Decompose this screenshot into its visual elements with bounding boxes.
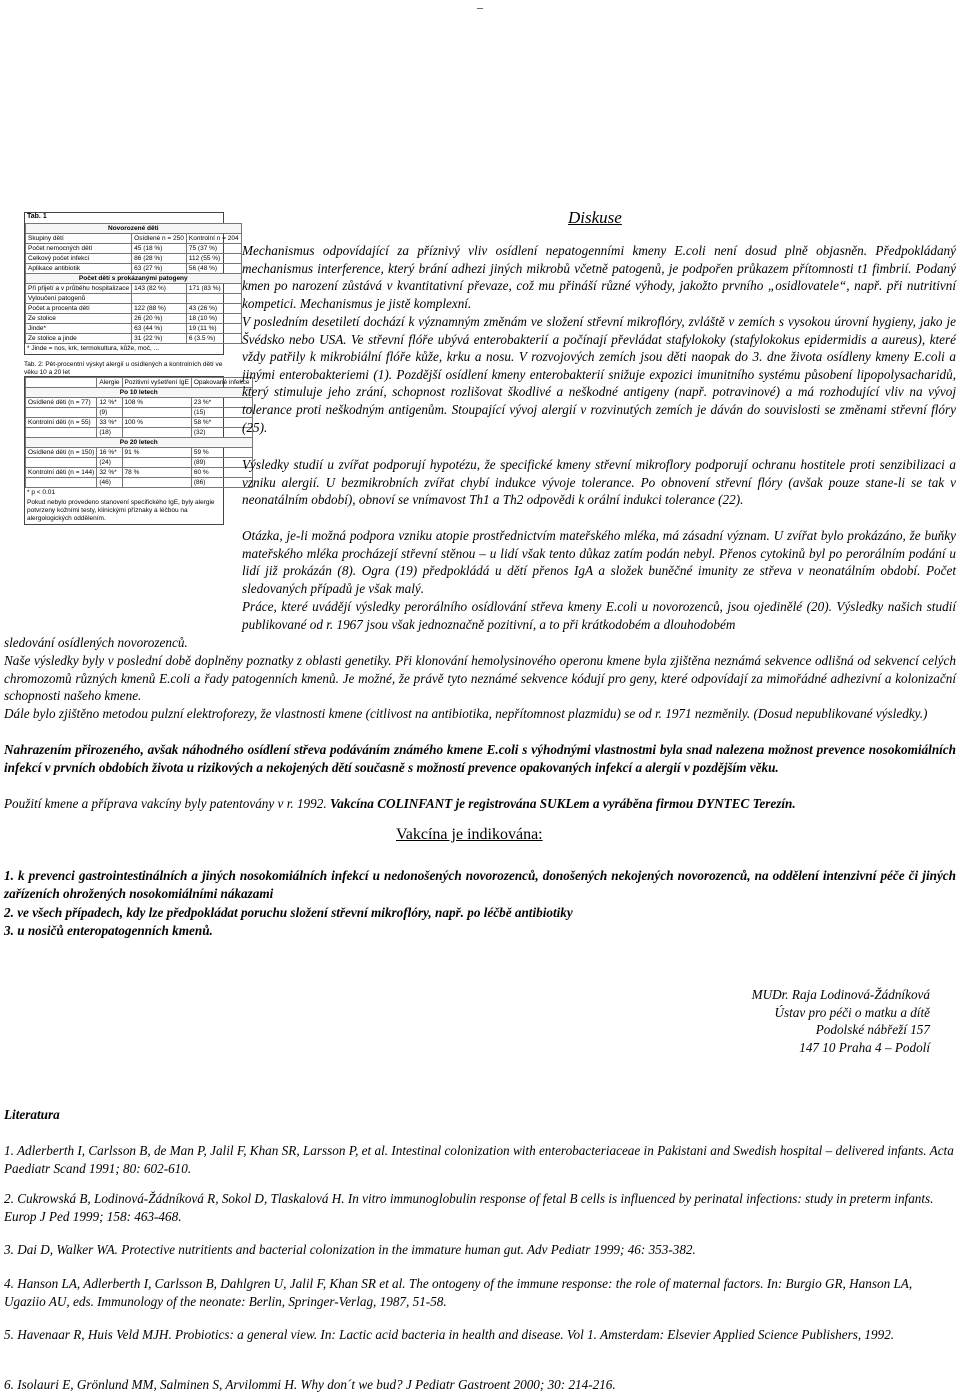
indication-item: 2. ve všech případech, kdy lze předpokládat poruchu složení střevní mikroflóry, např. po léčbě antibiotiky [4,905,573,920]
table-1-label: Tab. 1 [27,213,47,220]
table-cell: 26 (20 %) [132,314,187,324]
table-cell: 6 (3.5 %) [186,334,241,344]
discussion-paragraph: Naše výsledky byly v poslední době doplněny poznatky z oblasti genetiky. Při klonování hemolysinového operonu kmene byla zjištěna neznámá sekvence odlišná od sekvencí celých chromozomů různých kmenů E.coli a řady patogenních kmenů. Je možné, že právě tyto neznámé sekvence kódují pro geny, které odpovídají za mimořádné adhezivní a kolonizační schopnosti našeho kmene. [4,653,956,704]
table-cell: 45 (18 %) [132,244,187,254]
tables-figure [24,212,250,622]
table-cell: Osídlené děti (n = 150) [26,448,97,458]
table-cell: Vyloučení patogenů [26,294,132,304]
table-cell: 63 (44 %) [132,324,187,334]
table-cell: (32) [191,428,252,438]
table-cell: Po 20 letech [26,438,253,448]
author-address [752,986,930,1056]
table-1-footnote: * Jinde = nos, krk, termokultura, kůže, moč, ... [27,345,160,352]
discussion-paragraph: Výsledky studií u zvířat podporují hypotézu, že specifické kmeny střevní mikroflory podporují ochranu hostitele proti senzibilizaci a vzniku alergií. U bezmikrobních zvířat chybí indukce vývoje tolerance. Po obnovení střevní flóry (avšak pouze stane-li se tak v neonatálním období), obnoví se vnímavost Th1 a Th2 odpovědi k orální indukci tolerance (22). [242,457,956,508]
table-cell: 23 %* [191,398,252,408]
table-header: Alergie [97,378,122,388]
discussion-paragraph-bold: Nahrazením přirozeného, avšak náhodného osídlení střeva podáváním známého kmene E.coli s výhodnými vlastnostmi byla snad nalezena možnost prevence nosokomiálních infekcí v prvních obdobích života u rizikových a nekojených dětí současně s možností prevence opakovaných infekcí a alergií v pozdějším věku. [4,742,956,775]
table-cell [122,478,191,488]
table-cell: 12 %* [97,398,122,408]
table-cell: 32 %* [97,468,122,478]
author-name: MUDr. Raja Lodinová-Žádníková [751,987,930,1002]
table-cell: (86) [191,478,252,488]
discussion-paragraph: Práce, které uvádějí výsledky perorálního osídlování střeva kmeny E.coli u novorozenců, jsou ojedinělé (20). Výsledky našich studií publikované od r. 1967 jsou však jednoznačně pozitivní, a to při krátkodobém a dlouhodobém [242,599,956,632]
table-cell: 143 (82 %) [132,284,187,294]
table-cell [132,294,187,304]
table-cell: Novorozené děti [26,224,242,234]
discussion-paragraph: V posledním desetiletí dochází k významným změnám ve složení střevní mikroflóry, zvláště v zemích s vysokou úrovní hygieny, jako je Švédsko nebo USA. Ve střevní flóře ubývá enterobakterií a počínají převládat stafylokoky (stafylokokus epidermidis a aureus), které vždy patřily k mikrobiální flóře kůže, krku a nosu. V rozvojových zemích jsou děti naopak do 3. dne života osídleny kmeny E.coli a jinými enterobakteriemi (1). Pozdější osídlení kmeny enterobakterií snižuje expozici imunitního systému působení lipopolysacharidů, který stimuluje jeho zrání, schopnost rozlišovat škodlivé a neškodné antigeny (např. potravinové) a má rozhodující vliv na vývoj tolerance proti neškodným antigenům. Stoupající vývoj alergií v rozvinutých zemích je dáván do souvislosti se změnami střevní flóry (25). [242,314,956,435]
table-cell: 63 (27 %) [132,264,187,274]
table-cell [186,294,241,304]
table-cell: Počet dětí s prokázanými patogeny [26,274,242,284]
discussion-paragraph: sledování osídlených novorozenců. [4,635,188,650]
table-cell: 122 (88 %) [132,304,187,314]
patent-text: Použití kmene a příprava vakcíny byly patentovány v r. 1992. [4,796,330,811]
registration-text: Vakcína COLINFANT je registrována SUKLem a vyráběna firmou DYNTEC Terezín. [329,796,796,811]
table-cell: Kontrolní děti (n = 144) [26,468,97,478]
author-institution: Ústav pro péči o matku a dítě [774,1004,930,1020]
discussion-paragraph: Otázka, je-li možná podpora vzniku atopie prostřednictvím mateřského mléka, má zásadní význam. U zvířat bylo prokázáno, že buňky mateřského mléka procházejí střevní stěnou – u lidí však tento důkaz zatím podán nebyl. Přenos cytokinů byl po perorálním podání u lidí již prokázán (8). Ogra (19) předpokládá u dětí přenos IgA a složek buněčné imunity ze střeva v neonatálním období. Počet sledovaných případů je však malý. [242,528,956,596]
table-cell [26,428,97,438]
reference-item: 4. Hanson LA, Adlerberth I, Carlsson B, Dahlgren U, Jalil F, Khan SR et al. The ontogeny of the immune response: the role of maternal factors. In: Burgio GR, Hanson LA, Ugaziio AU, eds. Immunology of the neonate: Berlin, Springer-Verlag, 1987, 51-58. [4,1276,913,1309]
table-2 [24,376,250,525]
table-2-pvalue: * p < 0.01 [27,489,56,496]
table-cell: 16 %* [97,448,122,458]
table-cell: Osídlené n = 250 [132,234,187,244]
table-cell: Počet nemocných dětí [26,244,132,254]
table-cell: 78 % [122,468,191,478]
table-cell: Po 10 letech [26,388,253,398]
table-cell [26,408,97,418]
table-2-caption: Tab. 2: Pět-procentní výskyt alergií u osídlených a kontrolních dětí ve věku 10 a 20 let [24,361,223,376]
table-cell: Ze stolice [26,314,132,324]
table-cell: 60 % [191,468,252,478]
table-cell: Aplikace antibiotik [26,264,132,274]
table-cell: Kontrolní děti (n = 55) [26,418,97,428]
table-1-grid [25,223,242,344]
table-cell [122,428,191,438]
table-cell [122,458,191,468]
table-cell: 171 (83 %) [186,284,241,294]
table-cell: 33 %* [97,418,122,428]
reference-item: 6. Isolauri E, Grönlund MM, Salminen S, Arvilommi H. Why don´t we bud? J Pediatr Gastroent 2000; 30: 214-216. [4,1377,616,1392]
discussion-paragraph [4,795,956,813]
table-cell: Ze stolice a jinde [26,334,132,344]
table-cell: (89) [191,458,252,468]
table-cell: Kontrolní n = 204 [186,234,241,244]
table-cell: (18) [97,428,122,438]
table-cell: 31 (22 %) [132,334,187,344]
table-cell [26,478,97,488]
reference-item: 2. Cukrowská B, Lodinová-Žádníková R, Sokol D, Tlaskalová H. In vitro immunoglobulin response of fetal B cells is influenced by perinatal infections: study in preterm infants. Europ J Ped 1999; 158: 463-468. [4,1191,934,1224]
table-1 [24,212,239,355]
table-cell: 19 (11 %) [186,324,241,334]
table-cell: Při přijetí a v průběhu hospitalizace [26,284,132,294]
table-2-note: Pokud nebylo provedeno stanovení specifického IgE, byly alergie potvrzeny kožními testy, klinickými příznaky a léčbou na alergologických oddělením. [27,499,215,522]
table-cell: 58 %* [191,418,252,428]
table-cell: Skupiny dětí [26,234,132,244]
literature-heading: Literatura [4,1107,60,1122]
table-cell: Jinde* [26,324,132,334]
reference-item: 1. Adlerberth I, Carlsson B, de Man P, Jalil F, Khan SR, Larsson P, et al. Intestinal colonization with enterobacteriaceae in Pakistani and Swedish hospital – delivered infants. Acta Paediatr Scand 1991; 80: 602-610. [4,1143,954,1176]
table-cell: (24) [97,458,122,468]
table-cell: Celkový počet infekcí [26,254,132,264]
table-cell: (9) [97,408,122,418]
table-cell [122,408,191,418]
table-cell: Osídlené děti (n = 77) [26,398,97,408]
indication-item: 3. u nosičů enteropatogenních kmenů. [4,923,213,938]
table-cell: 100 % [122,418,191,428]
author-street: Podolské nábřeží 157 [815,1022,930,1038]
section-heading-diskuse: Diskuse [568,208,622,227]
discussion-paragraph: Mechanismus odpovídající za příznivý vliv osídlení nepatogenními kmeny E.coli není dosud plně objasněn. Předpokládaný mechanismus interference, který brání adhezi jiných mikrobů včetně patogenů, je podpořen průkazem přítomnosti t1 fimbrií. Podaný kmen po narození zůstává v kvantitativní převaze, což mu přináší různé výhody, jakožto prvního „osidlovatele“, např. při nutritivní kompetici. Mechanismus je jistě komplexní. [242,243,956,311]
table-cell [26,458,97,468]
table-cell: 75 (37 %) [186,244,241,254]
reference-item: 3. Dai D, Walker WA. Protective nutritients and bacterial colonization in the immature human gut. Adv Pediatr 1999; 46: 353-382. [4,1242,696,1257]
table-cell: 86 (28 %) [132,254,187,264]
table-cell: (15) [191,408,252,418]
table-cell: 112 (55 %) [186,254,241,264]
table-cell: 59 % [191,448,252,458]
author-city: 147 10 Praha 4 – Podolí [799,1039,930,1055]
page-marker: – [477,0,483,14]
table-cell: 108 % [122,398,191,408]
table-cell: 18 (10 %) [186,314,241,324]
section-heading-indikace: Vakcína je indikována: [396,826,543,843]
table-cell: 43 (26 %) [186,304,241,314]
discussion-paragraph: Dále bylo zjištěno metodou pulzní elektroforezy, že vlastnosti kmene (citlivost na antibiotika, nepřítomnost plazmidu) se od r. 1971 nezměnily. (Dosud nepublikované výsledky.) [4,706,928,721]
table-cell: 56 (48 %) [186,264,241,274]
table-2-grid [25,377,253,488]
table-cell: (46) [97,478,122,488]
table-cell: Počet a procenta dětí [26,304,132,314]
table-header [26,378,97,388]
table-header: Pozitivní vyšetření IgE [122,378,191,388]
table-cell: 91 % [122,448,191,458]
indication-item: 1. k prevenci gastrointestinálních a jiných nosokomiálních infekcí u nedonošených novorozenců, donošených nekojených novorozenců, na oddělení intenzivní péče či jiných zařízeních ohrožených nosokomiálními nákazami [4,868,956,901]
table-header: Opakované infekce [191,378,252,388]
reference-item: 5. Havenaar R, Huis Veld MJH. Probiotics: a general view. In: Lactic acid bacteria in health and disease. Vol 1. Amsterdam: Elsevier Applied Science Publishers, 1992. [4,1327,895,1342]
